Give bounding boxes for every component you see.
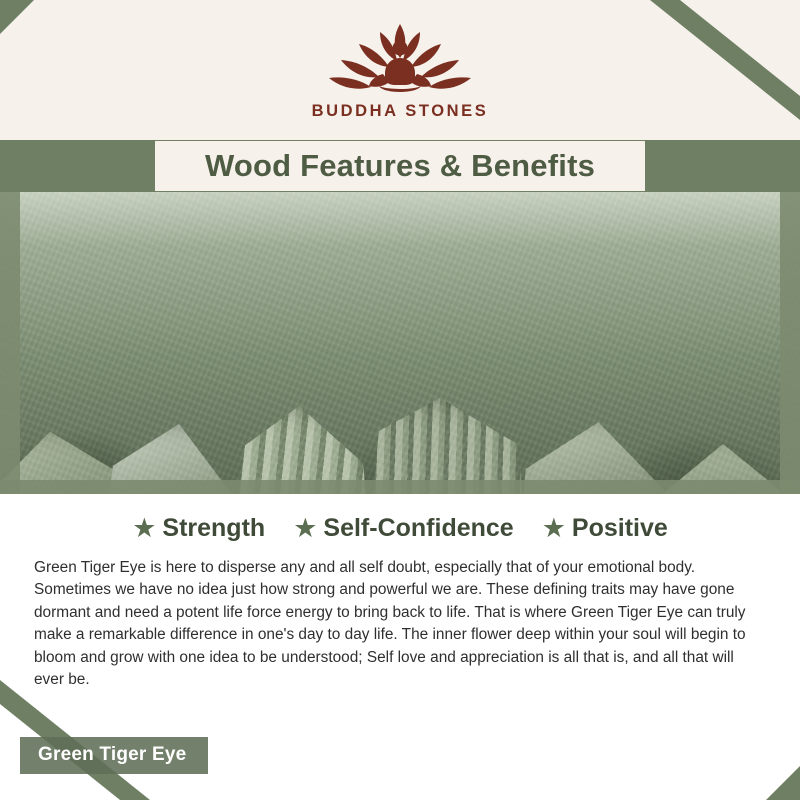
benefit-item (132, 514, 265, 543)
hero-photo-backdrop (0, 192, 800, 494)
title-plate (155, 141, 645, 191)
benefits-row (0, 494, 800, 543)
benefit-label: Positive (571, 514, 668, 542)
star-icon: ★ (132, 513, 157, 543)
stone-texture-overlay (0, 192, 800, 494)
description-paragraph: Green Tiger Eye is here to disperse any and all self doubt, especially that of your emotional body. Sometimes we have no idea just how strong and powerful we are. These defining traits may have gone dormant and need a potent life force energy to bring back to life. That is where Green Tiger Eye can truly make a remarkable difference in one's day to day life. The inner flower deep within your soul will begin to bloom and grow with one idea to be understood; Self love and appreciation is all that is, and all that will ever be. (34, 559, 746, 689)
hero-image (0, 192, 800, 494)
brand-name: BUDDHA STONES (311, 102, 489, 120)
stone-name-badge: Green Tiger Eye (20, 737, 208, 774)
star-icon: ★ (541, 513, 566, 543)
page-title: Wood Features & Benefits (204, 148, 596, 183)
benefit-item (293, 514, 514, 543)
star-icon: ★ (293, 513, 318, 543)
corner-accent-bottom-right (766, 766, 800, 800)
benefit-label: Self-Confidence (323, 514, 514, 542)
benefit-label: Strength (162, 514, 266, 542)
benefit-item (542, 514, 668, 543)
hero-frame-right (780, 192, 800, 494)
page-header (0, 0, 800, 145)
lotus-meditation-icon (325, 18, 475, 100)
hero-frame-bottom (0, 480, 800, 494)
hero-frame-left (0, 192, 20, 494)
